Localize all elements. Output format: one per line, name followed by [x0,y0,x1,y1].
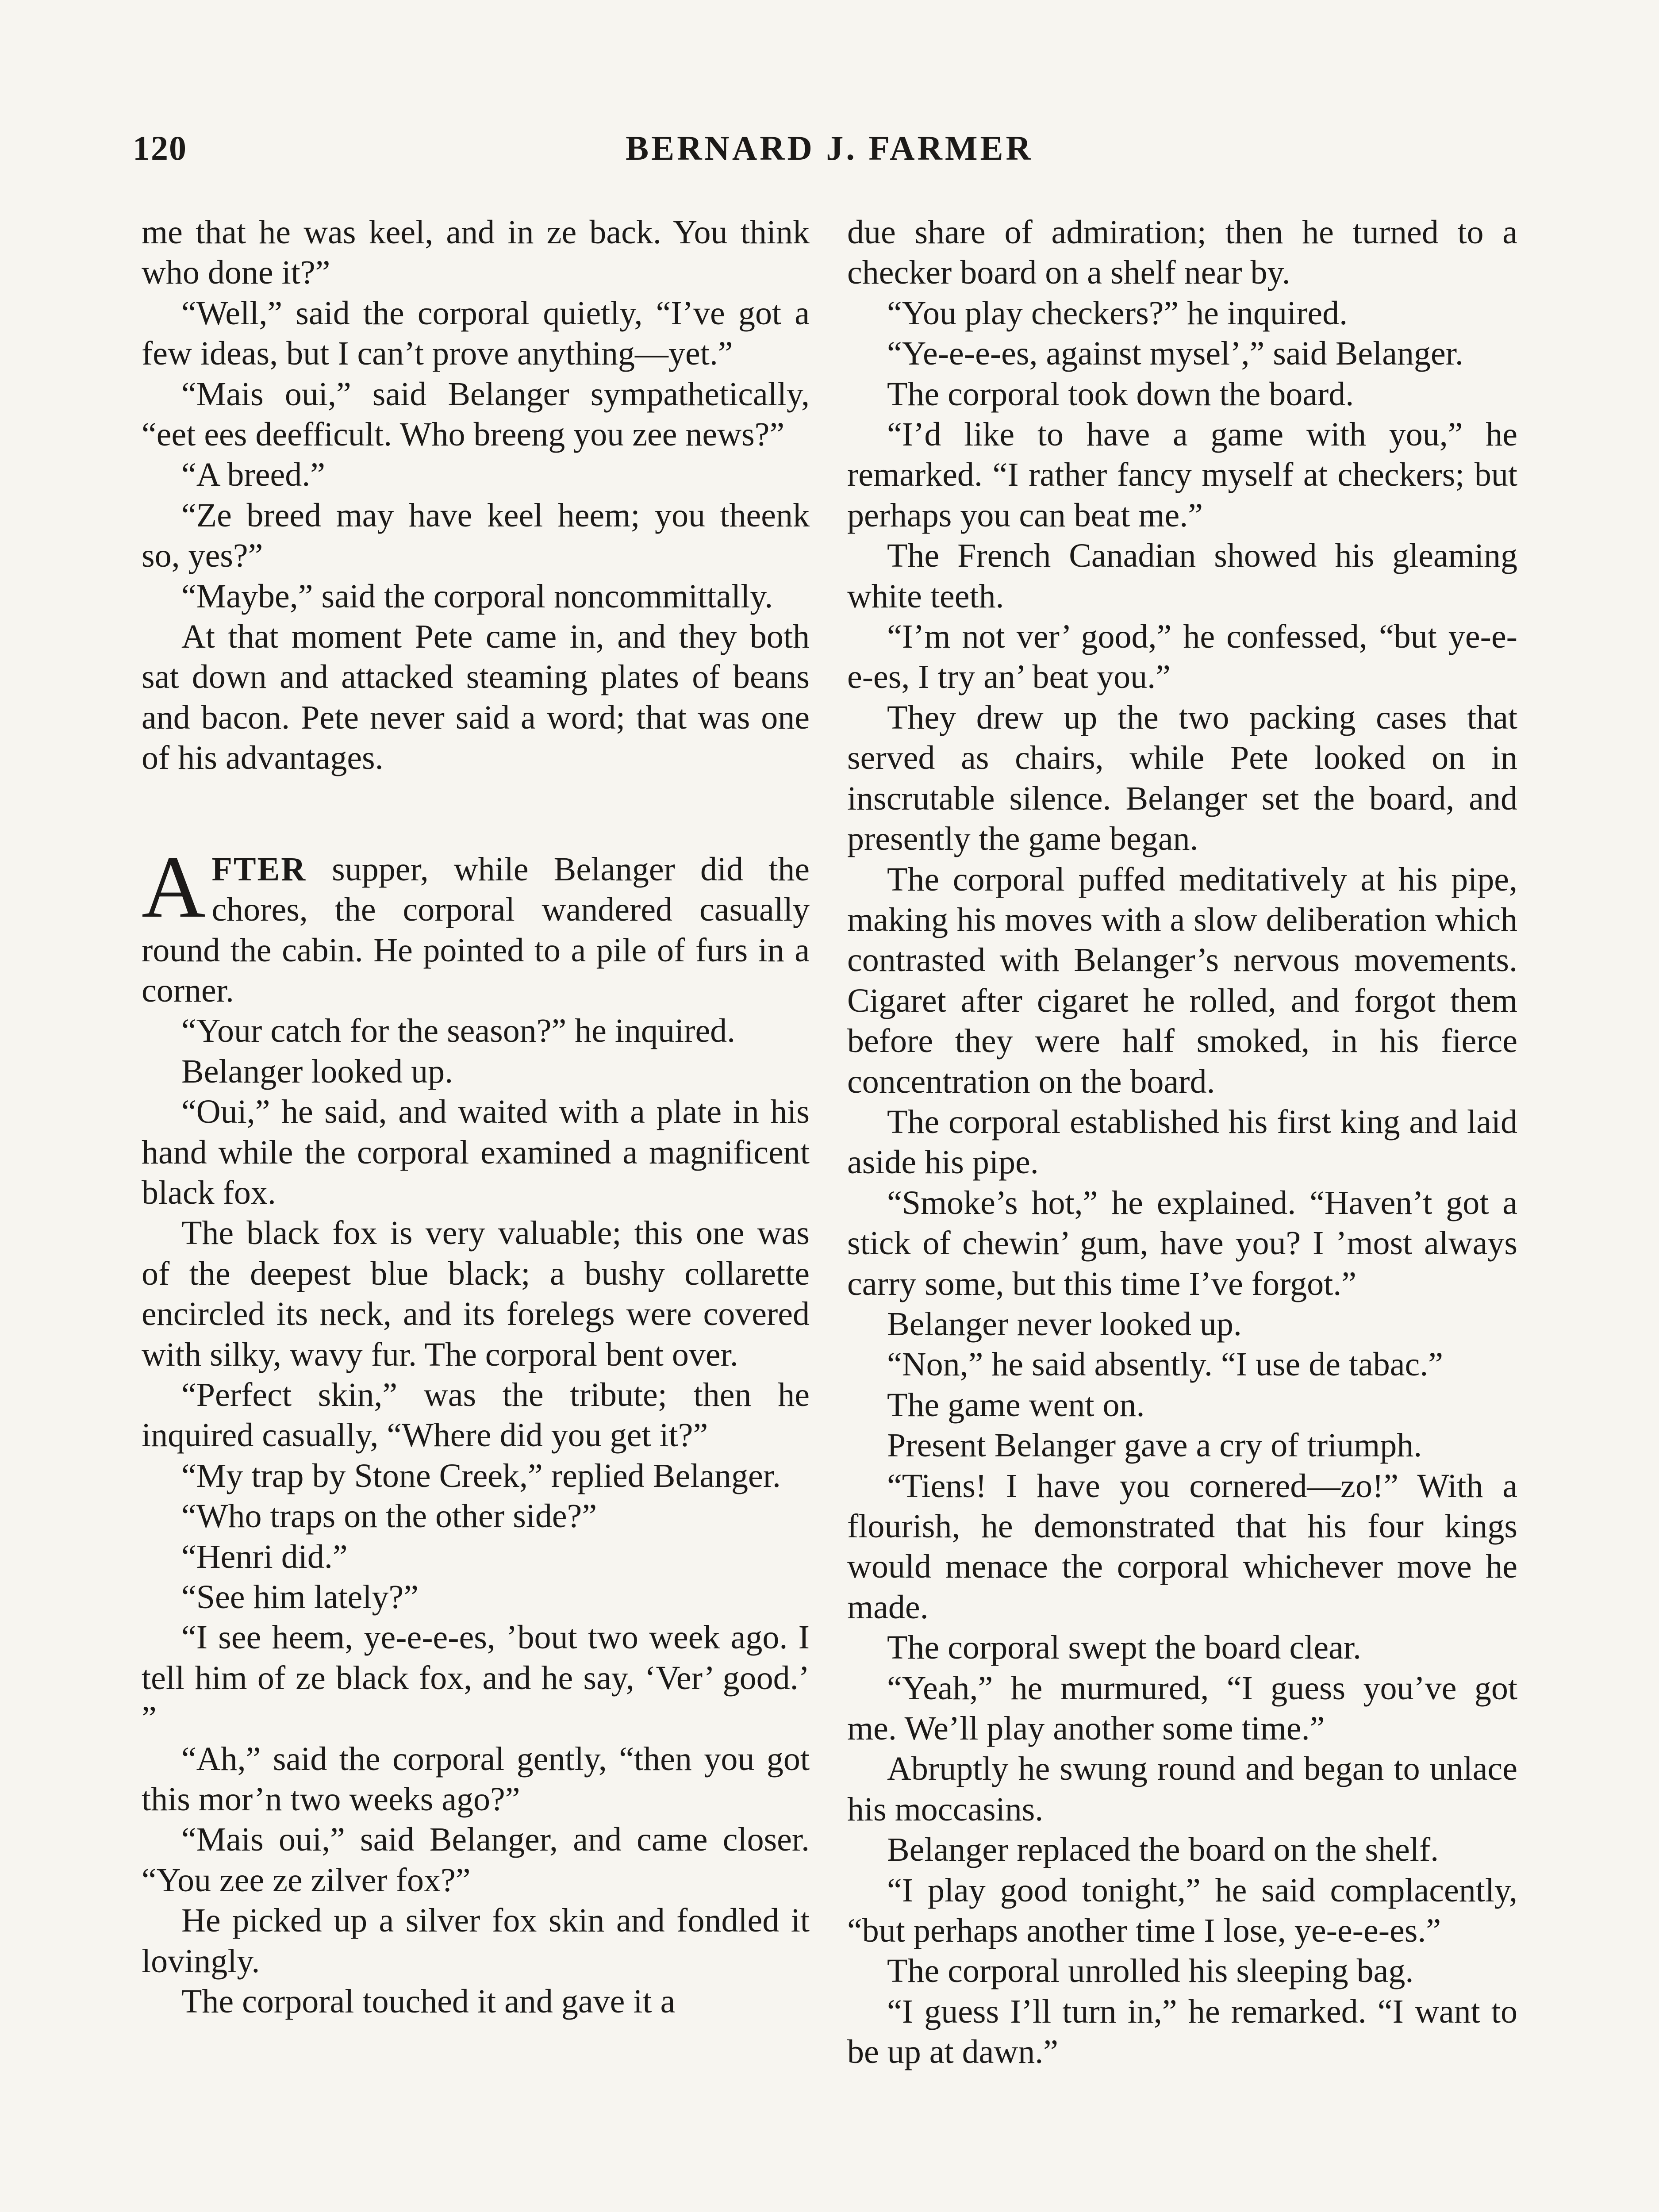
paragraph: “Perfect skin,” was the tribute; then he inquired casually, “Where did you get it?” [142,1376,810,1454]
paragraph: “Your catch for the season?” he inquired. [181,1012,736,1050]
paragraph: “You play checkers?” he inquired. [887,294,1348,332]
paragraph: The corporal touched it and gave it a [181,1983,676,2020]
paragraph: The black fox is very valuable; this one was of the deepest blue black; a bushy collarette encircled its neck, and its forelegs were covered with silky, wavy fur. The corporal bent over. [142,1214,810,1373]
running-head: BERNARD J. FARMER [626,129,1033,167]
paragraph: “I’d like to have a game with you,” he remarked. “I rather fancy myself at checkers; but perhaps you can beat me.” [847,416,1517,534]
paragraph: “Yeah,” he murmured, “I guess you’ve got me. We’ll play another some time.” [847,1669,1517,1747]
paragraph: me that he was keel, and in ze back. You think who done it?” [142,214,810,292]
paragraph: “Who traps on the other side?” [181,1498,597,1535]
paragraph: “Maybe,” said the corporal noncommittally. [181,577,773,615]
paragraph: “Smoke’s hot,” he explained. “Haven’t got a stick of chewin’ gum, have you? I ’most always carry some, but this time I’ve forgot.” [847,1184,1517,1302]
paragraph: Abruptly he swung round and began to unlace his moccasins. [847,1750,1517,1828]
paragraph: “Ah,” said the corporal gently, “then you got this mor’n two weeks ago?” [142,1740,810,1818]
paragraph: The corporal swept the board clear. [887,1629,1361,1667]
paragraph: The corporal unrolled his sleeping bag. [887,1952,1414,1990]
paragraph: Present Belanger gave a cry of triumph. [887,1427,1422,1464]
paragraph: Belanger replaced the board on the shelf. [887,1831,1439,1869]
right-column [847,212,1517,2073]
paragraph: He picked up a silver fox skin and fondled it lovingly. [142,1902,810,1980]
paragraph: “I play good tonight,” he said complacently, “but perhaps another time I lose, ye-e-e-es.” [847,1871,1517,1950]
paragraph: “I’m not ver’ good,” he confessed, “but ye-e-e-es, I try an’ beat you.” [847,618,1517,696]
paragraph: “Ze breed may have keel heem; you theenk so, yes?” [142,496,810,575]
paragraph: The corporal took down the board. [887,375,1354,413]
paragraph: “Mais oui,” said Belanger, and came closer. “You zee ze zilver fox?” [142,1821,810,1899]
paragraph: “Non,” he said absently. “I use de tabac.” [887,1346,1443,1383]
paragraph: The corporal puffed meditatively at his pipe, making his moves with a slow deliberation which contrasted with Belanger’s nervous movements. Cigaret after cigaret he rolled, and forgot them before they were half smoked, in his fierce concentration on the board. [847,860,1517,1100]
paragraph: “My trap by Stone Creek,” replied Belanger. [181,1457,781,1494]
paragraph: The French Canadian showed his gleaming white teeth. [847,537,1517,615]
paragraph: “Ye-e-e-es, against mysel’,” said Belanger. [887,335,1463,373]
drop-cap: A [142,838,206,936]
paragraph: “A breed.” [181,456,325,494]
paragraph: “Tiens! I have you cornered—zo!” With a flourish, he demonstrated that his four kings would menace the corporal whichever move he made. [847,1467,1517,1626]
paragraph: At that moment Pete came in, and they both sat down and attacked steaming plates of beans and bacon. Pete never said a word; that was one of his advantages. [142,618,810,777]
page-number: 120 [133,129,187,167]
paragraph: They drew up the two packing cases that served as chairs, while Pete looked on in inscrutable silence. Belanger set the board, and presently the game began. [847,699,1517,858]
paragraph: “Henri did.” [181,1538,348,1575]
paragraph: “I guess I’ll turn in,” he remarked. “I want to be up at dawn.” [847,1993,1517,2071]
paragraph: Belanger looked up. [181,1052,453,1090]
paragraph: “See him lately?” [181,1578,419,1616]
paragraph: “I see heem, ye-e-e-es, ’bout two week ago. I tell him of ze black fox, and he say, ‘Ver’ good.’ ” [142,1619,810,1737]
paragraph: The game went on. [887,1386,1145,1424]
lead-in: FTER [211,850,307,888]
paragraph: “Oui,” he said, and waited with a plate in his hand while the corporal examined a magnificent black fox. [142,1093,810,1211]
left-column [142,212,810,2022]
section-start-paragraph: AFTER supper, while Belanger did the chores, the corporal wandered casually round the cabin. He pointed to a pile of furs in a corner. [142,838,810,1009]
paragraph: Belanger never looked up. [887,1305,1242,1343]
paragraph: “Well,” said the corporal quietly, “I’ve got a few ideas, but I can’t prove anything—yet.” [142,294,810,373]
paragraph: “Mais oui,” said Belanger sympathetically, “eet ees deefficult. Who breeng you zee news?” [142,375,810,453]
paragraph: due share of admiration; then he turned to a checker board on a shelf near by. [847,214,1517,292]
paragraph: The corporal established his first king and laid aside his pipe. [847,1103,1517,1181]
